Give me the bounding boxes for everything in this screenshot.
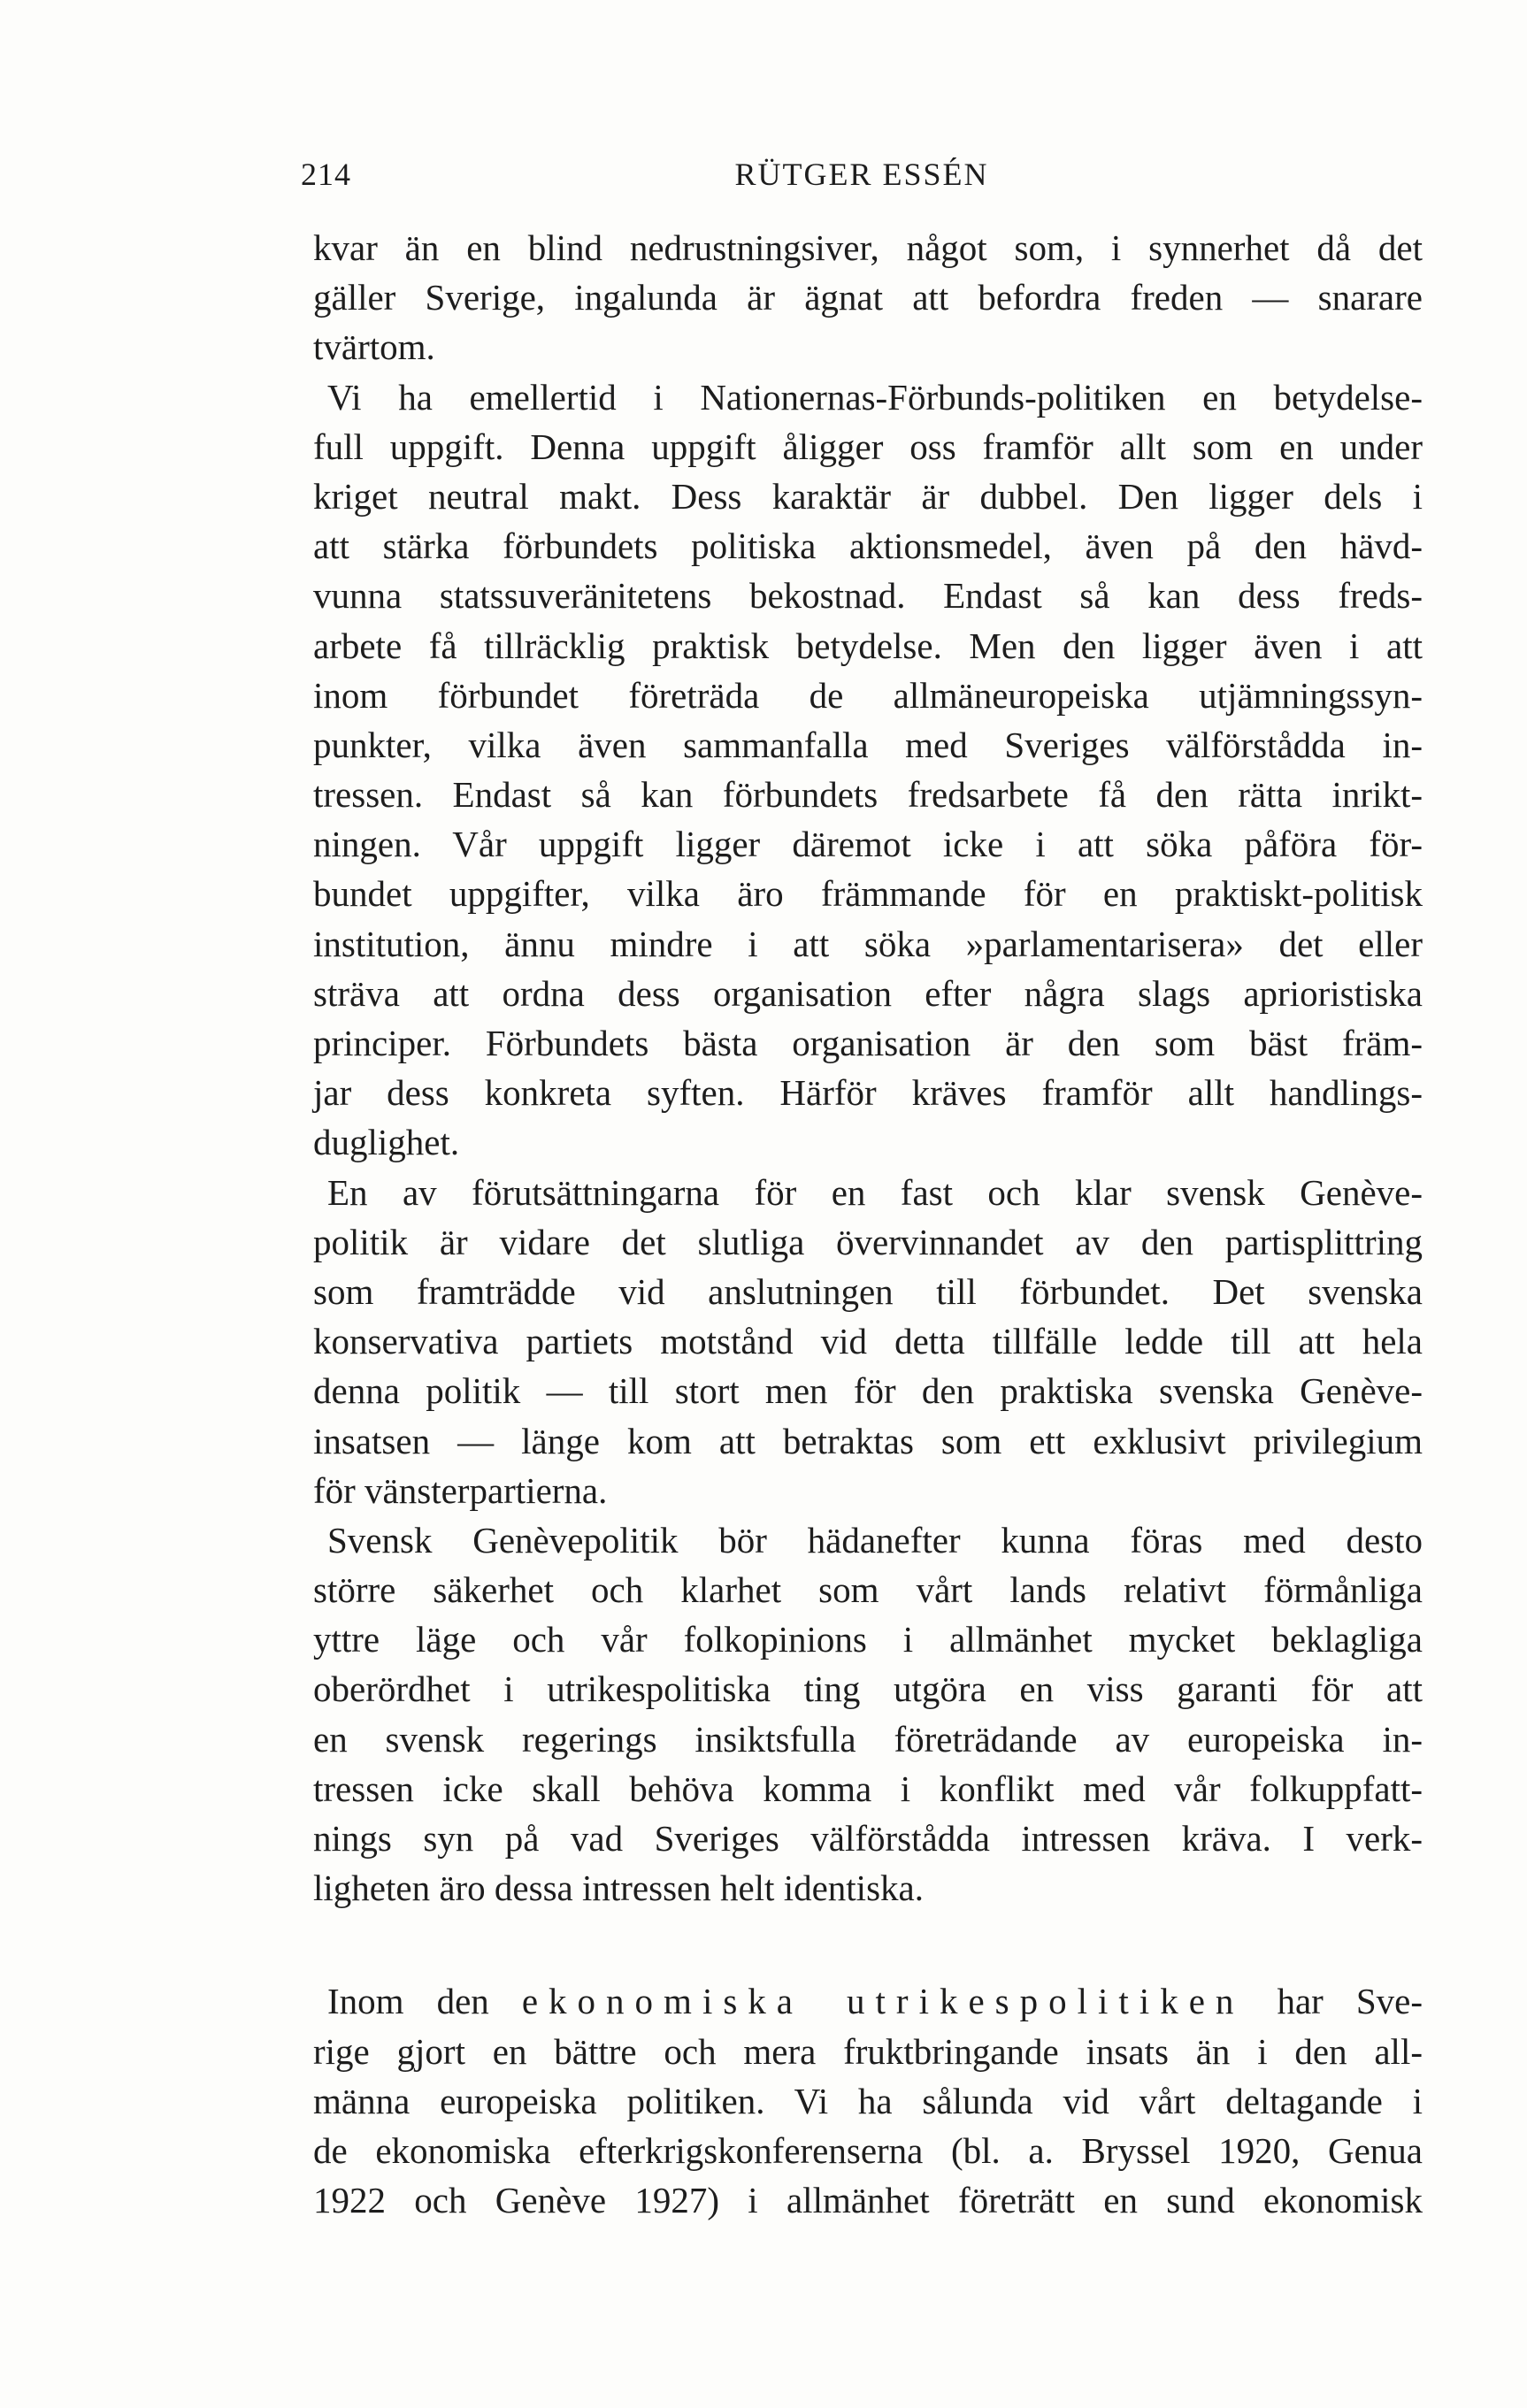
text-line: full uppgift. Denna uppgift åligger oss framför allt som en under <box>313 426 1423 467</box>
text-line: denna politik — till stort men för den praktiska svenska Genève- <box>313 1370 1423 1412</box>
paragraph <box>313 1976 1423 2225</box>
text-line: att stärka förbundets politiska aktionsmedel, även på den hävd- <box>313 525 1423 567</box>
text-line: kriget neutral makt. Dess karaktär är dubbel. Den ligger dels i <box>313 475 1423 517</box>
paragraph <box>313 1168 1423 1515</box>
text-line: gäller Sverige, ingalunda är ägnat att befordra freden — snarare <box>313 277 1423 318</box>
text-line: Svensk Genèvepolitik bör hädanefter kunna föras med desto <box>327 1519 1423 1561</box>
emphasized-term: ekonomiska utrikespolitiken <box>521 1981 1245 2022</box>
text-line: för vänsterpartierna. <box>313 1469 608 1511</box>
paragraph <box>313 223 1423 372</box>
text-line: vunna statssuveränitetens bekostnad. Endast så kan dess freds- <box>313 575 1423 617</box>
text-line: sträva att ordna dess organisation efter några slags aprioristiska <box>313 972 1423 1014</box>
text-run: Inom den <box>327 1981 489 2022</box>
text-line: punkter, vilka även sammanfalla med Sveriges välförstådda in- <box>313 724 1423 765</box>
text-line: tvärtom. <box>313 326 435 368</box>
text-line: principer. Förbundets bästa organisation är den som bäst främ- <box>313 1023 1423 1063</box>
text-line: arbete få tillräcklig praktisk betydelse. Men den ligger även i att <box>313 625 1423 666</box>
text-line: politik är vidare det slutliga övervinnandet av den partisplittring <box>313 1221 1423 1262</box>
page-header <box>301 156 1423 209</box>
text-line <box>313 1976 1423 2026</box>
text-line: tressen icke skall behöva komma i konflikt med vår folkuppfatt- <box>313 1768 1423 1809</box>
text-line: bundet uppgifter, vilka äro främmande för en praktiskt-politisk <box>313 873 1423 915</box>
text-line: ningen. Vår uppgift ligger däremot icke i att söka påföra för- <box>313 824 1423 865</box>
text-line: insatsen — länge kom att betraktas som ett exklusivt privilegium <box>313 1420 1423 1461</box>
text-line: jar dess konkreta syften. Härför kräves framför allt handlings- <box>313 1072 1423 1114</box>
text-line: större säkerhet och klarhet som vårt lands relativt förmånliga <box>313 1569 1423 1611</box>
text-line: kvar än en blind nedrustningsiver, något som, i synnerhet då det <box>313 227 1423 268</box>
text-line: yttre läge och vår folkopinions i allmänhet mycket beklagliga <box>313 1619 1423 1660</box>
text-line: oberördhet i utrikespolitiska ting utgöra en viss garanti för att <box>313 1668 1423 1710</box>
text-line: Vi ha emellertid i Nationernas-Förbunds-politiken en betydelse- <box>327 376 1423 418</box>
body-text <box>313 223 1423 2225</box>
text-run: har Sve- <box>1277 1981 1423 2022</box>
paragraph <box>313 1515 1423 1913</box>
running-head: RÜTGER ESSÉN <box>734 157 989 192</box>
page-number: 214 <box>301 157 351 192</box>
text-line: nings syn på vad Sveriges välförstådda intressen kräva. I verk- <box>313 1818 1423 1859</box>
text-line: de ekonomiska efterkrigskonferenserna (bl. a. Bryssel 1920, Genua <box>313 2129 1423 2171</box>
text-line: männa europeiska politiken. Vi ha sålunda vid vårt deltagande i <box>313 2080 1423 2121</box>
text-line: En av förutsättningarna för en fast och klar svensk Genève- <box>327 1171 1423 1213</box>
text-line: tressen. Endast så kan förbundets fredsarbete få den rätta inrikt- <box>313 774 1423 816</box>
text-line: ligheten äro dessa intressen helt identiska. <box>313 1867 924 1909</box>
text-line: rige gjort en bättre och mera fruktbringande insats än i den all- <box>313 2030 1423 2072</box>
text-line: duglighet. <box>313 1122 460 1163</box>
text-line: som framträdde vid anslutningen till förbundet. Det svenska <box>313 1270 1423 1312</box>
text-line: 1922 och Genève 1927) i allmänhet företrätt en sund ekonomisk <box>313 2180 1423 2221</box>
text-line: inom förbundet företräda de allmäneuropeiska utjämningssyn- <box>313 674 1423 716</box>
section-break <box>313 1913 1423 1976</box>
text-line: institution, ännu mindre i att söka »parlamentarisera» det eller <box>313 923 1423 964</box>
text-line: en svensk regerings insiktsfulla företrädande av europeiska in- <box>313 1718 1423 1760</box>
text-line: konservativa partiets motstånd vid detta tillfälle ledde till att hela <box>313 1321 1423 1362</box>
paragraph <box>313 372 1423 1168</box>
